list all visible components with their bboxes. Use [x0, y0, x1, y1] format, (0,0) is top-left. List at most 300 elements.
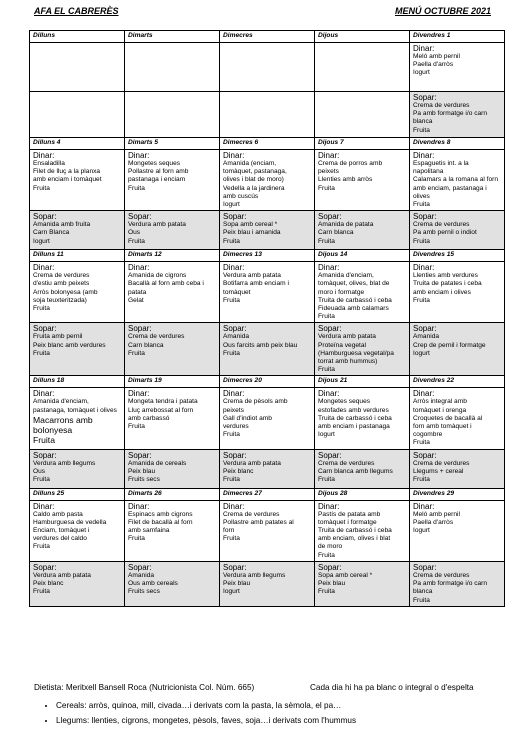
sopar-label: Sopar: [128, 450, 152, 460]
dinar-row [30, 262, 505, 323]
day-header: Dimarts 26 [125, 488, 220, 500]
menu-item: Amanida [413, 333, 440, 341]
sopar-cell [220, 211, 315, 250]
sopar-cell [125, 449, 220, 488]
empty-cell [315, 43, 410, 92]
sopar-cell [125, 211, 220, 250]
menu-item: Crema de verdures [413, 102, 470, 109]
menu-item: olives [413, 192, 430, 200]
dinar-cell [220, 262, 315, 323]
menu-item: Crema de verdures [128, 333, 185, 341]
menu-item: d'estiu amb peixets [33, 280, 90, 288]
sopar-label: Sopar: [223, 562, 247, 572]
menu-item: Espinacs amb cigrons [128, 510, 193, 518]
day-header: Dimecres 20 [220, 376, 315, 388]
menu-item: Meló amb pernil [413, 510, 460, 518]
menu-item: bolonyesa [33, 424, 73, 435]
menu-item: Amanida [128, 571, 155, 579]
menu-item: Fruita [413, 296, 430, 304]
dinar-cell [220, 150, 315, 211]
menu-item: Crema de verdures [318, 459, 375, 467]
day-header: Dijous 21 [315, 376, 410, 388]
day-header: Divendres 15 [410, 250, 505, 262]
dinar-label: Dinar: [128, 501, 150, 511]
day-header-row [30, 488, 505, 500]
menu-item: Amanida [223, 333, 250, 341]
menu-item: Fruita [413, 596, 430, 604]
menu-item: Fruita [318, 184, 335, 192]
day-header: Dimarts [125, 31, 220, 43]
dinar-cell [410, 262, 505, 323]
menu-item: Truita de carbassó i ceba [318, 414, 392, 422]
menu-item: estofades amb verdures [318, 406, 389, 414]
dinar-label: Dinar: [223, 389, 245, 399]
sopar-row [30, 92, 505, 138]
menu-item: pastanaga, tomàquet i olives [33, 406, 117, 414]
menu-item: Carn blanca [318, 229, 354, 237]
day-header: Divendres 29 [410, 488, 505, 500]
dinar-cell [410, 43, 505, 92]
menu-item: Arròs bolonyesa (amb [33, 288, 98, 296]
menu-item: Pollastre amb patates al [223, 518, 294, 526]
menu-item: Lluç arrebossat al forn [128, 406, 194, 414]
menu-item: Fruita [318, 476, 335, 484]
menu-item: Caldo amb pasta [33, 510, 83, 518]
sopar-cell [30, 449, 125, 488]
menu-item: Verdura amb llegums [33, 459, 96, 467]
menu-item: amb enciam, olives i blat [318, 535, 391, 543]
day-header: Dimarts 5 [125, 138, 220, 150]
menu-item: Calamars a la romana al forn [413, 176, 499, 184]
menu-item: Fruita [128, 535, 145, 543]
menu-item: Fruita [413, 476, 430, 484]
menu-item: Pa amb formatge i/o carn [413, 110, 488, 118]
menu-item: Iogurt [33, 237, 50, 245]
day-header: Divendres 22 [410, 376, 505, 388]
sopar-cell [30, 211, 125, 250]
menu-item: Carn blanca [128, 341, 164, 349]
dinar-label: Dinar: [223, 263, 245, 273]
menu-item: patata [128, 288, 147, 296]
menu-item: tomàquet, pastanaga, [223, 168, 287, 176]
dinar-cell [315, 150, 410, 211]
day-header: Divendres 8 [410, 138, 505, 150]
menu-item: Proteïna vegetal [318, 341, 367, 349]
dinar-cell [315, 500, 410, 561]
note-legumes: • Llegums: llenties, cigrons, mongetes, pèsols, faves, soja…i derivats com l'hummus [56, 713, 516, 728]
menu-item: Verdura amb patata [318, 333, 376, 341]
dinar-label: Dinar: [33, 151, 55, 160]
dinar-cell [315, 262, 410, 323]
menu-item: Sopa amb cereal * [318, 571, 373, 579]
menu-item: Ous [33, 467, 46, 475]
menu-item: Amanida (enciam, [223, 160, 277, 167]
menu-item: Peix blau [318, 580, 346, 588]
sopar-label: Sopar: [223, 212, 247, 222]
sopar-label: Sopar: [413, 450, 437, 460]
dinar-cell [410, 500, 505, 561]
menu-item: Meló amb pernil [413, 53, 460, 60]
dietitian-note: Dietista: Meritxell Bansell Roca (Nutricionista Col. Núm. 665) [34, 683, 255, 692]
menu-item: Fruita [33, 476, 50, 484]
day-header-row [30, 31, 505, 43]
menu-item: Truita de carbassó i ceba [318, 527, 392, 535]
day-header: Dimarts 19 [125, 376, 220, 388]
sopar-label: Sopar: [128, 324, 152, 334]
menu-item: Gelat [128, 296, 144, 304]
menu-item: Vedella a la jardinera [223, 184, 285, 192]
sopar-cell [30, 561, 125, 606]
school-title: AFA EL CABRERÈS [34, 6, 119, 16]
menu-item: Fruita [33, 305, 50, 313]
menu-item: Fruita [33, 588, 50, 596]
sopar-cell [410, 92, 505, 138]
menu-item: Iogurt [223, 588, 240, 596]
dinar-label: Dinar: [318, 389, 340, 399]
sopar-label: Sopar: [413, 212, 437, 222]
sopar-label: Sopar: [413, 562, 437, 572]
sopar-cell [125, 323, 220, 376]
menu-item: Arròs integral amb [413, 398, 467, 406]
menu-item: amb carbassó [128, 414, 170, 422]
menu-item: Amanida amb fruita [33, 221, 91, 229]
menu-item: Fruita [128, 349, 145, 357]
sopar-label: Sopar: [223, 324, 247, 334]
menu-item: Crep de pernil i formatge [413, 341, 486, 349]
menu-item: Hamburguesa de vedella [33, 518, 107, 526]
dinar-label: Dinar: [33, 389, 55, 399]
menu-item: Amanida d'enciam, [33, 398, 89, 406]
menu-item: Fruita [318, 237, 335, 245]
sopar-cell [315, 449, 410, 488]
dinar-cell [30, 500, 125, 561]
menu-title: MENÚ OCTUBRE 2021 [394, 6, 491, 16]
dinar-label: Dinar: [128, 263, 150, 273]
menu-item: Fruita [128, 423, 145, 431]
sopar-cell [315, 211, 410, 250]
menu-item: Carn Blanca [33, 229, 70, 237]
day-header: Dimecres 6 [220, 138, 315, 150]
menu-item: Verdura amb patata [223, 459, 281, 467]
dinar-label: Dinar: [318, 151, 340, 160]
menu-item: Fruita [223, 349, 240, 357]
menu-item: moro i formatge [318, 288, 365, 296]
menu-item: tomàquet i orenga [413, 406, 467, 414]
dinar-label: Dinar: [128, 389, 150, 399]
day-header: Dijous 28 [315, 488, 410, 500]
day-header: Dilluns [30, 31, 125, 43]
menu-item: Peix blau [223, 580, 251, 588]
dinar-cell [125, 262, 220, 323]
menu-item: Bacallà al forn amb ceba i [128, 280, 204, 288]
day-header: Dijous [315, 31, 410, 43]
empty-cell [220, 43, 315, 92]
sopar-label: Sopar: [33, 450, 57, 460]
empty-cell [30, 43, 125, 92]
menu-item: Mongetes seques [318, 398, 371, 406]
bread-note: Cada dia hi ha pa blanc o integral o d'espelta [310, 683, 474, 692]
dinar-label: Dinar: [128, 151, 150, 160]
menu-item: Crema de verdures [413, 571, 470, 579]
menu-item: Enciam, tomàquet i [33, 527, 90, 535]
menu-item: Gall d'indiot amb [223, 414, 272, 422]
dinar-label: Dinar: [33, 501, 55, 511]
menu-item: Truita de carbassó i ceba [318, 296, 392, 304]
menu-item: Pastís de patata amb [318, 510, 381, 518]
menu-item: Iogurt [413, 69, 430, 77]
dinar-label: Dinar: [318, 263, 340, 273]
menu-body [30, 31, 505, 607]
menu-item: Peix blanc [223, 467, 254, 475]
menu-item: (Hamburguesa vegetal/pa [318, 349, 394, 357]
menu-item: forn [223, 527, 235, 535]
menu-item: Botifarra amb enciam i [223, 280, 289, 288]
menu-item: Fruita [223, 535, 240, 543]
sopar-label: Sopar: [33, 324, 57, 334]
menu-item: Crema de verdures [223, 510, 280, 518]
menu-item: Fruita [33, 349, 50, 357]
menu-item: Amanida de cereals [128, 459, 187, 467]
dinar-label: Dinar: [318, 501, 340, 511]
sopar-label: Sopar: [33, 212, 57, 222]
menu-item: Peix blanc [33, 580, 64, 588]
day-header: Dijous 14 [315, 250, 410, 262]
menu-item: Macarrons amb [33, 414, 93, 425]
dinar-cell [30, 388, 125, 449]
menu-item: peixets [318, 168, 339, 176]
sopar-cell [315, 561, 410, 606]
menu-item: Mongetes seques [128, 160, 181, 167]
menu-item: Crema de verdures [413, 459, 470, 467]
sopar-cell [220, 323, 315, 376]
menu-item: Pa amb pernil o indiot [413, 229, 477, 237]
sopar-label: Sopar: [318, 450, 342, 460]
menu-item: Peix blanc amb verdures [33, 341, 106, 349]
empty-cell [125, 43, 220, 92]
day-header: Dilluns 18 [30, 376, 125, 388]
menu-item: Paella d'arròs [413, 61, 454, 69]
day-header: Dilluns 11 [30, 250, 125, 262]
dinar-cell [220, 388, 315, 449]
day-header: Dijous 7 [315, 138, 410, 150]
menu-item: Ous [128, 229, 141, 237]
menu-item: pastanaga i enciam [128, 176, 186, 184]
menu-item: Llegums + cereal [413, 467, 464, 475]
day-header: Dimecres 13 [220, 250, 315, 262]
day-header-row [30, 250, 505, 262]
menu-item: amb samfaina [128, 527, 170, 535]
menu-item: verdures [223, 423, 249, 431]
menu-item: Ous amb cereals [128, 580, 178, 588]
menu-item: Amanida de patata [318, 221, 374, 229]
sopar-label: Sopar: [318, 212, 342, 222]
menu-item: Paella d'arròs [413, 518, 454, 526]
menu-item: forn amb tomàquet i [413, 423, 472, 431]
dinar-label: Dinar: [413, 263, 435, 273]
menu-item: Fruita [128, 237, 145, 245]
dinar-label: Dinar: [413, 389, 435, 399]
day-header: Dimecres 27 [220, 488, 315, 500]
menu-item: Fruita [128, 184, 145, 192]
menu-item: Sopa amb cereal * [223, 221, 278, 229]
dinar-cell [30, 262, 125, 323]
menu-item: Verdura amb patata [33, 571, 91, 579]
menu-item: Verdura amb llegums [223, 571, 286, 579]
day-header: Divendres 1 [410, 31, 505, 43]
note-cereals: • Cereals: arròs, quinoa, mill, civada…i derivats com la pasta, la sèmola, el pa… [56, 698, 516, 713]
menu-item: Fruita [318, 366, 335, 374]
menu-item: tomàquet i formatge [318, 518, 377, 526]
menu-item: amb cuscús [223, 192, 259, 200]
sopar-label: Sopar: [413, 93, 437, 102]
menu-item: Iogurt [413, 349, 430, 357]
menu-item: Fruita [413, 237, 430, 245]
menu-item: Fruita [33, 434, 55, 445]
menu-item: Fideuada amb calamars [318, 305, 389, 313]
sopar-label: Sopar: [318, 324, 342, 334]
menu-item: Espaguetis int. a la [413, 160, 469, 167]
menu-item: Fruita [223, 476, 240, 484]
sopar-cell [30, 323, 125, 376]
sopar-cell [410, 211, 505, 250]
dinar-label: Dinar: [413, 151, 435, 160]
menu-item: Verdura amb patata [223, 272, 281, 280]
menu-item: soja teuxteritzada) [33, 296, 87, 304]
sopar-label: Sopar: [318, 562, 342, 572]
dinar-row [30, 500, 505, 561]
menu-item: Mongeta tendra i patata [128, 398, 198, 406]
empty-cell [220, 92, 315, 138]
menu-item: Filet de lluç a la planxa [33, 168, 101, 176]
day-header: Dimarts 12 [125, 250, 220, 262]
menu-item: Llenties amb arròs [318, 176, 373, 184]
menu-item: Amanida de cigrons [128, 272, 187, 280]
sopar-row [30, 323, 505, 376]
sopar-label: Sopar: [223, 450, 247, 460]
menu-item: olives i blat de moro) [223, 176, 284, 184]
menu-item: Crema de pèsols amb [223, 398, 288, 406]
dinar-row [30, 388, 505, 449]
sopar-cell [410, 449, 505, 488]
menu-item: amb enciam, pastanaga i [413, 184, 487, 192]
dinar-cell [410, 388, 505, 449]
sopar-label: Sopar: [128, 562, 152, 572]
menu-item: napolitana [413, 168, 444, 176]
menu-item: Ensaladilla [33, 160, 65, 167]
menu-item: verdures del caldo [33, 535, 87, 543]
menu-item: amb enciam i tomàquet [33, 176, 102, 184]
menu-item: Fruita [223, 296, 240, 304]
day-header: Dimecres [220, 31, 315, 43]
sopar-row [30, 561, 505, 606]
sopar-row [30, 211, 505, 250]
sopar-cell [220, 561, 315, 606]
menu-item: blanca [413, 588, 433, 596]
sopar-label: Sopar: [413, 324, 437, 334]
day-header-row [30, 138, 505, 150]
empty-cell [30, 92, 125, 138]
dinar-cell [125, 500, 220, 561]
menu-item: Pa amb formatge i/o carn [413, 580, 488, 588]
menu-item: de moro [318, 543, 343, 551]
menu-item: Croquetes de bacallà al [413, 414, 483, 422]
sopar-cell [125, 561, 220, 606]
menu-table [29, 30, 505, 607]
menu-item: Fruita [318, 313, 335, 321]
menu-item: Fruita [413, 126, 430, 134]
dinar-cell [315, 388, 410, 449]
menu-item: tomàquet, olives, blat de [318, 280, 390, 288]
dinar-cell [125, 150, 220, 211]
dinar-label: Dinar: [223, 501, 245, 511]
menu-item: Iogurt [413, 527, 430, 535]
menu-item: Filet de bacallà al forn [128, 518, 193, 526]
menu-item: Carn blanca amb llegums [318, 467, 393, 475]
dinar-label: Dinar: [223, 151, 245, 160]
menu-item: Peix blau [128, 467, 156, 475]
dinar-label: Dinar: [413, 44, 435, 53]
menu-item: Fruita [33, 543, 50, 551]
sopar-cell [220, 449, 315, 488]
dinar-row [30, 43, 505, 92]
dinar-cell [220, 500, 315, 561]
sopar-row [30, 449, 505, 488]
empty-cell [125, 92, 220, 138]
sopar-label: Sopar: [33, 562, 57, 572]
dinar-label: Dinar: [413, 501, 435, 511]
menu-item: Fruits secs [128, 476, 160, 484]
day-header-row [30, 376, 505, 388]
menu-item: amb enciam i olives [413, 288, 471, 296]
menu-item: Fruita [318, 588, 335, 596]
menu-item: Fruita amb pernil [33, 333, 83, 341]
menu-item: Crema de verdures [33, 272, 90, 280]
menu-item: blanca [413, 118, 433, 126]
empty-cell [315, 92, 410, 138]
menu-item: cogombre [413, 431, 443, 439]
sopar-label: Sopar: [128, 212, 152, 222]
sopar-cell [315, 323, 410, 376]
menu-item: Crema de porros amb [318, 160, 383, 167]
menu-item: amb enciam i pastanaga [318, 423, 390, 431]
menu-item: Crema de verdures [413, 221, 470, 229]
dinar-cell [410, 150, 505, 211]
menu-item: Fruita [318, 551, 335, 559]
menu-item: Truita de patates i ceba [413, 280, 482, 288]
day-header: Dilluns 25 [30, 488, 125, 500]
menu-item: Peix blau i amanida [223, 229, 281, 237]
menu-item: Fruita [33, 184, 50, 192]
dinar-row [30, 150, 505, 211]
menu-item: Fruita [223, 431, 240, 439]
menu-item: tomàquet [223, 288, 251, 296]
menu-item: Pollastre al forn amb [128, 168, 189, 176]
dinar-cell [125, 388, 220, 449]
day-header: Dilluns 4 [30, 138, 125, 150]
menu-item: Verdura amb patata [128, 221, 186, 229]
menu-item: Ous farcits amb peix blau [223, 341, 298, 349]
menu-item: Llenties amb verdures [413, 272, 478, 280]
menu-item: Amanida d'enciam, [318, 272, 374, 280]
menu-item: Fruita [223, 237, 240, 245]
menu-item: Fruits secs [128, 588, 160, 596]
menu-item: peixets [223, 406, 244, 414]
menu-item: Iogurt [318, 431, 335, 439]
sopar-cell [410, 323, 505, 376]
menu-item: Fruita [413, 201, 430, 209]
menu-item: torrat amb hummus) [318, 358, 378, 366]
menu-item: Iogurt [223, 201, 240, 209]
